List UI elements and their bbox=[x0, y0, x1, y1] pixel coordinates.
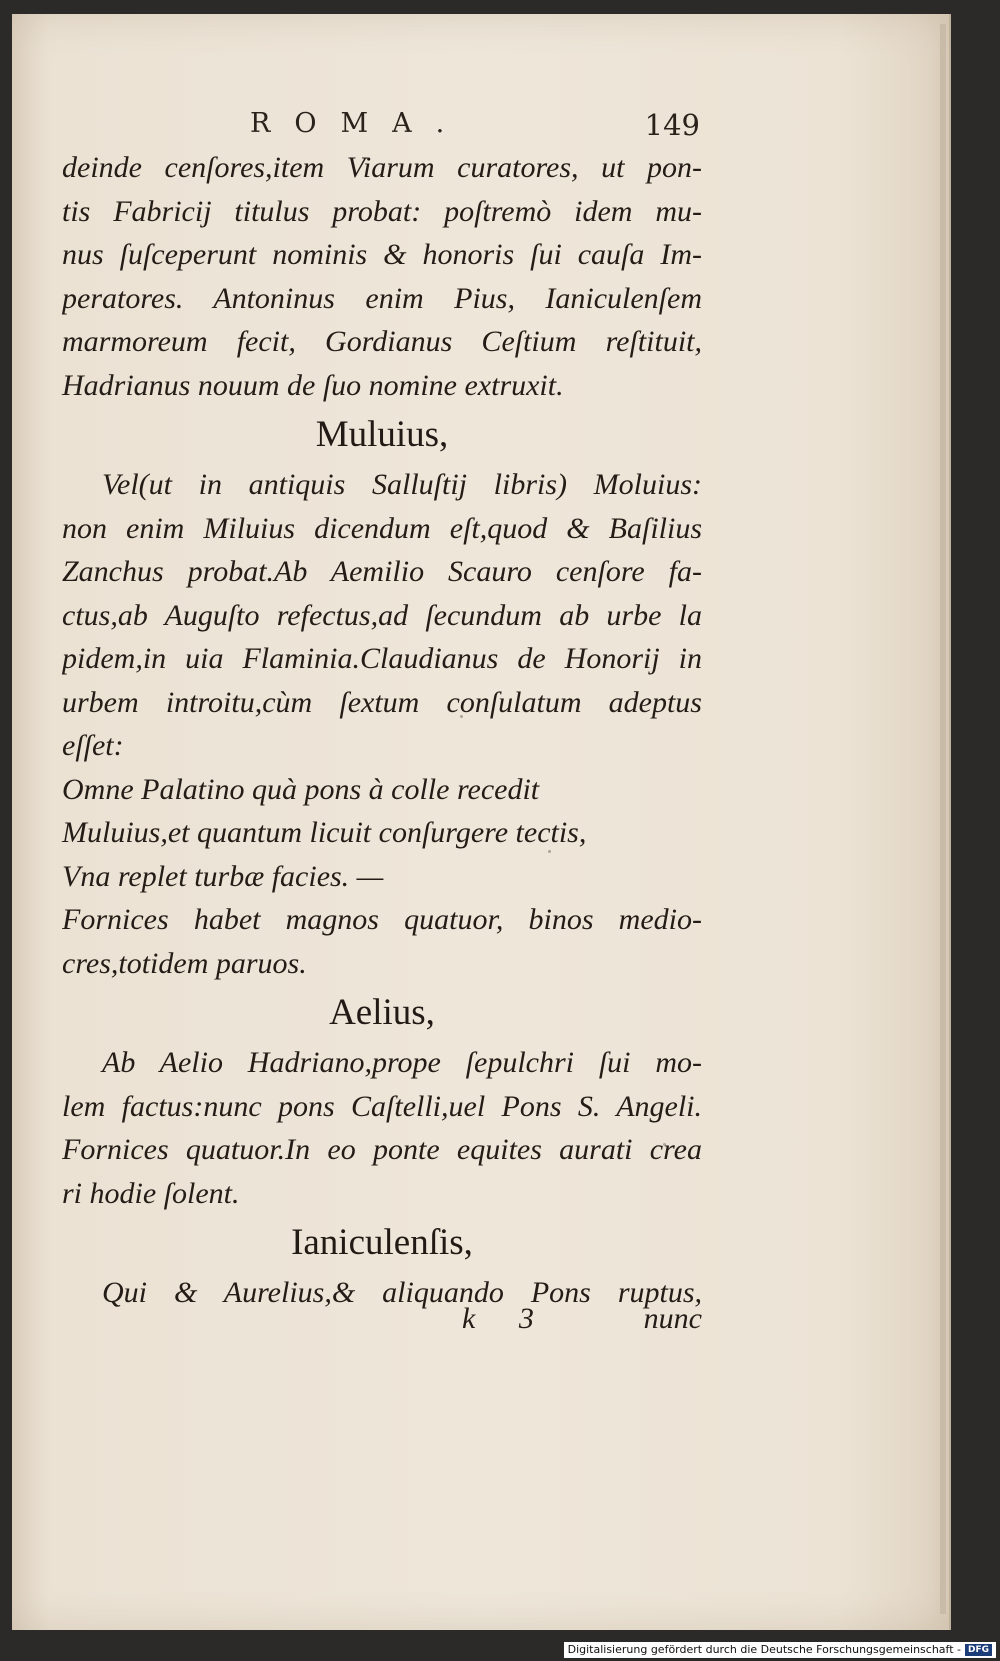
page-edge bbox=[940, 24, 946, 1614]
verse-line: Vna replet turbæ facies. — bbox=[62, 859, 384, 893]
text-line: Fornices habet magnos quatuor, binos medio- bbox=[62, 903, 702, 936]
page-number: 149 bbox=[644, 108, 700, 142]
text-line: pidem,in uia Flaminia.Claudianus de Honorij in bbox=[62, 642, 702, 675]
text-line: lem factus:nunc pons Caſtelli,uel Pons S. Angeli. bbox=[62, 1089, 702, 1123]
text-line: tis Fabricij titulus probat: poſtremò idem mu- bbox=[62, 194, 702, 228]
text-line: Hadrianus nouum de ſuo nomine extruxit. bbox=[62, 368, 564, 402]
section-heading-aelius: Aelius, bbox=[329, 992, 435, 1033]
catchword: nunc bbox=[643, 1302, 702, 1335]
signature-mark: k 3 bbox=[462, 1302, 552, 1335]
page-header bbox=[60, 108, 700, 148]
text-line: cres,totidem paruos. bbox=[62, 946, 307, 980]
verse-line: Muluius,et quantum licuit conſurgere tectis, bbox=[62, 816, 587, 849]
section-heading-ianiculensis: Ianiculenſis, bbox=[291, 1222, 473, 1263]
text-line: Fornices quatuor.In eo ponte equites aurati crea bbox=[62, 1133, 702, 1166]
text-line: ri hodie ſolent. bbox=[62, 1176, 240, 1210]
text-line: deinde cenſores,item Viarum curatores, ut pon- bbox=[62, 151, 702, 184]
section-heading-muluius: Muluius, bbox=[315, 414, 449, 455]
text-line: nus ſuſceperunt nominis & honoris ſui cauſa Im- bbox=[62, 238, 702, 271]
text-line: peratores. Antoninus enim Pius, Ianiculenſem bbox=[62, 281, 702, 315]
text-line: ctus,ab Auguſto refectus,ad ſecundum ab urbe la bbox=[62, 598, 702, 632]
text-line: marmoreum fecit, Gordianus Ceſtium reſtituit, bbox=[62, 325, 702, 358]
credit-text: Digitalisierung gefördert durch die Deutsche Forschungsgemeinschaft - bbox=[567, 1643, 961, 1656]
text-line: urbem introitu,cùm ſextum conſulatum adeptus bbox=[62, 685, 702, 719]
text-line: Ab Aelio Hadriano,prope ſepulchri ſui mo- bbox=[102, 1046, 702, 1079]
text-line: eſſet: bbox=[62, 729, 124, 762]
running-head: ROMA. bbox=[250, 108, 469, 139]
verse-line: Omne Palatino quà pons à colle recedit bbox=[62, 772, 540, 806]
main-text bbox=[62, 146, 702, 1315]
text-line: Zanchus probat.Ab Aemilio Scauro cenſore fa- bbox=[62, 555, 702, 588]
text-line: Vel(ut in antiquis Salluſtij libris) Moluius: bbox=[102, 468, 702, 501]
dfg-logo: DFG bbox=[965, 1644, 992, 1656]
digitization-credit bbox=[564, 1642, 996, 1658]
text-line: non enim Miluius dicendum eſt,quod & Baſilius bbox=[62, 511, 702, 545]
text-line: Qui & Aurelius,& aliquando Pons ruptus, bbox=[102, 1276, 702, 1309]
signature-line bbox=[62, 1302, 702, 1346]
